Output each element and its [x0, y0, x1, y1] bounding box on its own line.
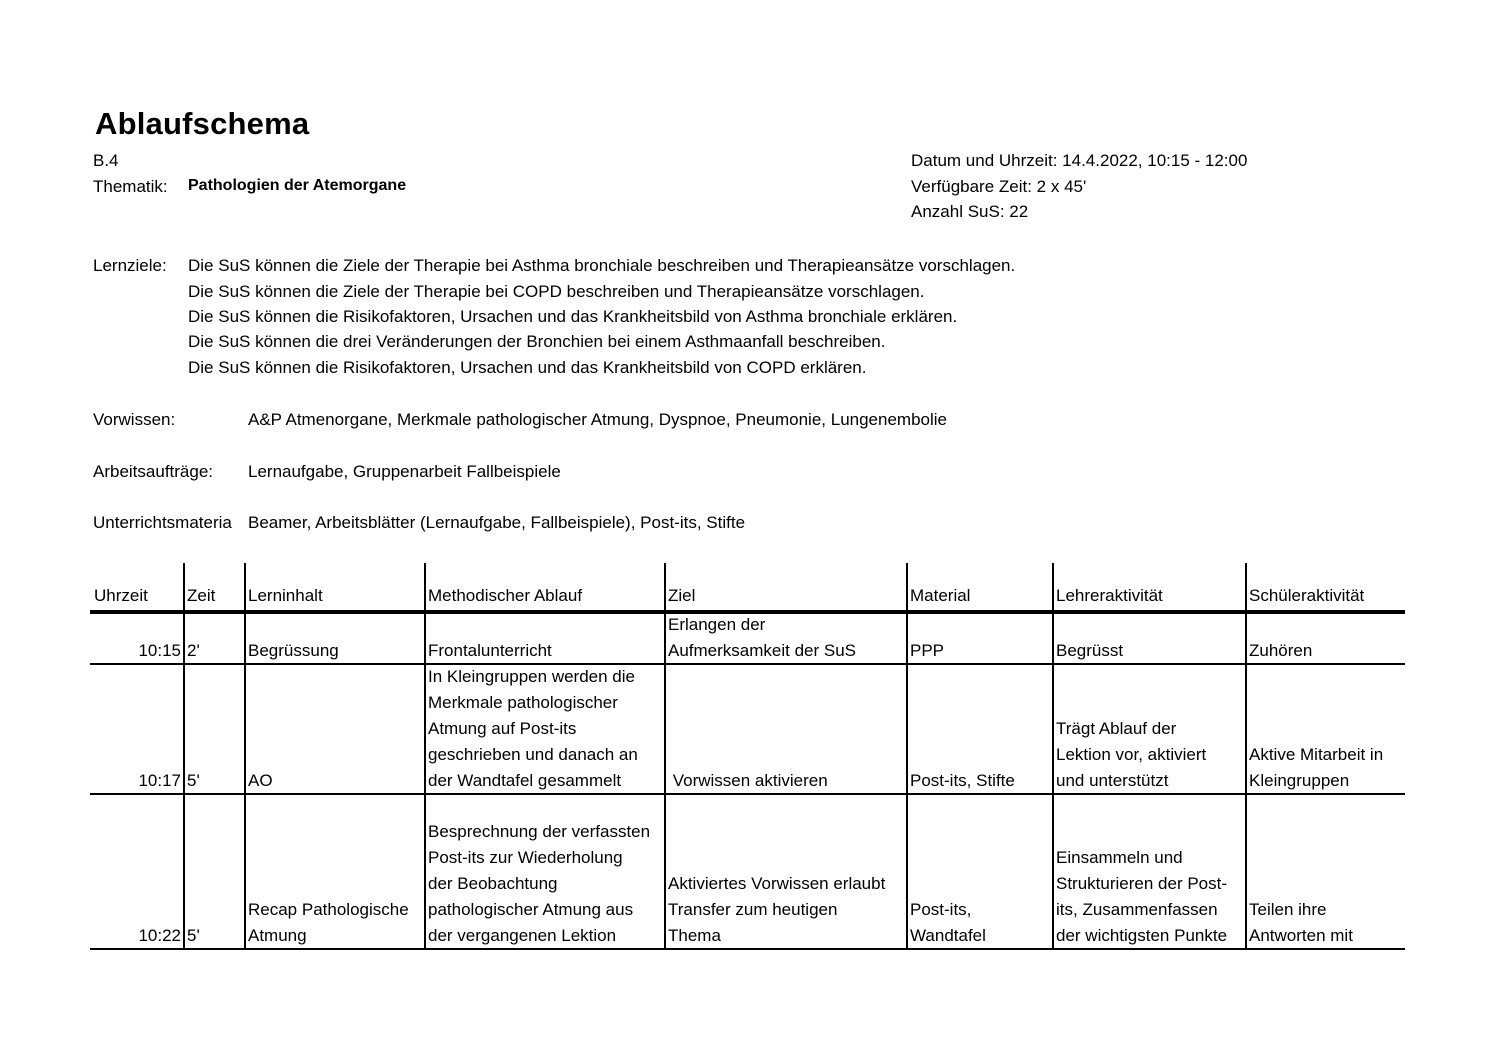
row3-schueler-line: Teilen ihre	[1249, 900, 1327, 919]
row3-uhrzeit: 10:22	[138, 926, 181, 945]
row2-ablauf-line: In Kleingruppen werden die	[428, 667, 635, 686]
row3-lerninhalt-line: Atmung	[248, 926, 307, 945]
row3-material-line: Wandtafel	[910, 926, 986, 945]
document-code: B.4	[93, 151, 119, 170]
row2-ziel: Vorwissen aktivieren	[668, 771, 828, 790]
lernziel-item: Die SuS können die drei Veränderungen der Bronchien bei einem Asthmaanfall beschreiben.	[188, 332, 886, 351]
row3-ablauf-line: pathologischer Atmung aus	[428, 900, 634, 919]
row2-uhrzeit: 10:17	[138, 771, 181, 790]
arbeitsauftraege-label: Arbeitsaufträge:	[93, 462, 214, 481]
row1-ablauf: Frontalunterricht	[428, 641, 552, 660]
header-uhrzeit: Uhrzeit	[94, 586, 148, 605]
available-time: Verfügbare Zeit: 2 x 45'	[911, 177, 1087, 196]
row1-schueler: Zuhören	[1249, 641, 1313, 660]
row3-lehrer-line: Einsammeln und	[1056, 848, 1183, 867]
row3-ziel-line: Aktiviertes Vorwissen erlaubt	[668, 874, 886, 893]
header-lehrer: Lehreraktivität	[1056, 586, 1163, 605]
row2-lehrer-line: und unterstützt	[1056, 771, 1169, 790]
row3-schueler-line: Antworten mit	[1249, 926, 1353, 945]
row2-schueler-line: Kleingruppen	[1249, 771, 1350, 790]
arbeitsauftraege-value: Lernaufgabe, Gruppenarbeit Fallbeispiele	[248, 462, 561, 481]
page-title: Ablaufschema	[95, 106, 310, 141]
lernziel-item: Die SuS können die Risikofaktoren, Ursachen und das Krankheitsbild von COPD erklären.	[188, 358, 867, 377]
material-value: Beamer, Arbeitsblätter (Lernaufgabe, Fallbeispiele), Post-its, Stifte	[248, 513, 746, 532]
row3-lehrer-line: its, Zusammenfassen	[1056, 900, 1218, 919]
row3-ablauf-line: Besprechnung der verfassten	[428, 822, 651, 841]
row1-material: PPP	[910, 641, 945, 660]
column-divider	[664, 563, 666, 950]
column-divider	[906, 563, 908, 950]
column-divider	[244, 563, 246, 950]
row1-ziel-line: Aufmerksamkeit der SuS	[668, 641, 857, 660]
row3-ziel-line: Transfer zum heutigen	[668, 900, 838, 919]
header-schueler: Schüleraktivität	[1249, 586, 1365, 605]
row2-ablauf-line: der Wandtafel gesammelt	[428, 771, 622, 790]
row3-lehrer-line: der wichtigsten Punkte	[1056, 926, 1228, 945]
row2-lehrer-line: Trägt Ablauf der	[1056, 719, 1177, 738]
column-divider	[1245, 563, 1247, 950]
row3-ziel-line: Thema	[668, 926, 721, 945]
vorwissen-label: Vorwissen:	[93, 410, 176, 429]
header-material: Material	[910, 586, 971, 605]
row1-lehrer: Begrüsst	[1056, 641, 1124, 660]
row2-ablauf-line: Atmung auf Post-its	[428, 719, 577, 738]
row2-ablauf-line: Merkmale pathologischer	[428, 693, 618, 712]
row2-material: Post-its, Stifte	[910, 771, 1015, 790]
lernziel-item: Die SuS können die Ziele der Therapie bei COPD beschreiben und Therapieansätze vorschlagen.	[188, 282, 925, 301]
row3-lehrer-line: Strukturieren der Post-	[1056, 874, 1228, 893]
lernziele-label: Lernziele:	[93, 256, 167, 275]
lernziel-item: Die SuS können die Risikofaktoren, Ursachen und das Krankheitsbild von Asthma bronchiale erklären.	[188, 307, 958, 326]
row2-schueler-line: Aktive Mitarbeit in	[1249, 745, 1384, 764]
row3-material-line: Post-its,	[910, 900, 972, 919]
row2-lerninhalt: AO	[248, 771, 273, 790]
row1-ziel-line: Erlangen der	[668, 615, 766, 634]
row3-ablauf-line: der vergangenen Lektion	[428, 926, 617, 945]
header-lerninhalt: Lerninhalt	[248, 586, 323, 605]
material-label: Unterrichtsmateria	[93, 513, 232, 532]
row2-zeit: 5'	[187, 771, 200, 790]
topic-label: Thematik:	[93, 177, 168, 196]
row3-ablauf-line: Post-its zur Wiederholung	[428, 848, 623, 867]
schedule-table	[90, 563, 1405, 950]
header-zeit: Zeit	[187, 586, 216, 605]
lernziel-item: Die SuS können die Ziele der Therapie bei Asthma bronchiale beschreiben und Therapieansätze vorschlagen.	[188, 256, 1016, 275]
row2-lehrer-line: Lektion vor, aktiviert	[1056, 745, 1207, 764]
row1-zeit: 2'	[187, 641, 200, 660]
row3-ablauf-line: der Beobachtung	[428, 874, 558, 893]
column-divider	[1052, 563, 1054, 950]
row2-ablauf-line: geschrieben und danach an	[428, 745, 638, 764]
row1-uhrzeit: 10:15	[138, 641, 181, 660]
topic-value: Pathologien der Atemorgane	[188, 177, 407, 194]
row1-lerninhalt: Begrüssung	[248, 641, 339, 660]
row3-zeit: 5'	[187, 926, 200, 945]
row3-lerninhalt-line: Recap Pathologische	[248, 900, 409, 919]
column-divider	[424, 563, 426, 950]
column-divider	[183, 563, 185, 950]
student-count: Anzahl SuS: 22	[911, 202, 1029, 221]
vorwissen-value: A&P Atmenorgane, Merkmale pathologischer Atmung, Dyspnoe, Pneumonie, Lungenembolie	[248, 410, 948, 429]
header-ziel: Ziel	[668, 586, 696, 605]
date-time: Datum und Uhrzeit: 14.4.2022, 10:15 - 12:00	[911, 151, 1248, 170]
header-ablauf: Methodischer Ablauf	[428, 586, 583, 605]
